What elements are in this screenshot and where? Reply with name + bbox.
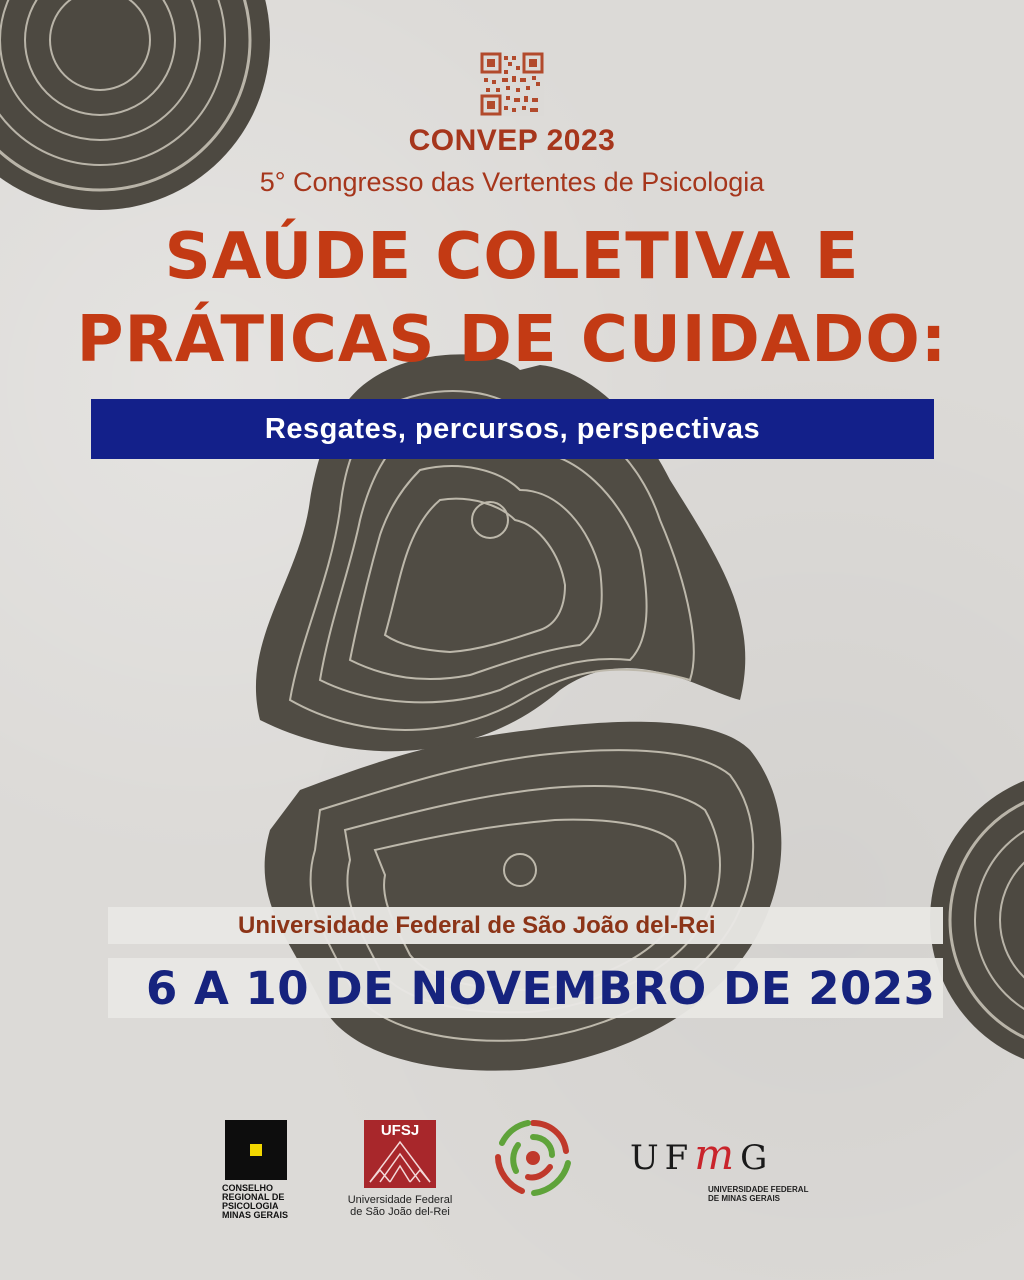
- date-band: [108, 958, 943, 1018]
- ufsj-logo: [345, 1120, 455, 1218]
- ufmg-logo-text: UNIVERSIDADE FEDERAL DE MINAS GERAIS: [708, 1185, 809, 1203]
- crest-icon: [490, 1115, 576, 1201]
- date-text: 6 A 10 DE NOVEMBRO DE 2023: [146, 961, 936, 1015]
- tagline-text: Resgates, percursos, perspectivas: [264, 412, 761, 445]
- ufsj-logo-text: Universidade Federal de São João del-Rei: [347, 1194, 453, 1218]
- ufsj-logo-mark: [364, 1120, 436, 1188]
- venue-text: Universidade Federal de São João del-Rei: [238, 911, 716, 939]
- tagline-band: [91, 399, 934, 459]
- ufmg-wordmark: UFmG: [630, 1130, 774, 1179]
- event-subtitle: 5° Congresso das Vertentes de Psicologia: [259, 167, 765, 197]
- headline-line-2: PRÁTICAS DE CUIDADO:: [76, 303, 948, 377]
- event-name: CONVEP 2023: [408, 124, 616, 157]
- headline-line-1: SAÚDE COLETIVA E: [164, 220, 860, 294]
- ufmg-logo: [630, 1130, 810, 1203]
- venue-band: [108, 907, 943, 944]
- crp-logo: [222, 1120, 292, 1220]
- ufsj-logo-wordmark: UFSJ: [380, 1122, 420, 1139]
- tree-ring-right: [930, 770, 1024, 1070]
- crp-logo-mark: [225, 1120, 287, 1180]
- qr-code-icon[interactable]: [480, 52, 544, 116]
- tree-ring-lower-slice: [265, 722, 782, 1071]
- crp-logo-text: CONSELHO REGIONAL DE PSICOLOGIA MINAS GERAIS: [222, 1183, 289, 1220]
